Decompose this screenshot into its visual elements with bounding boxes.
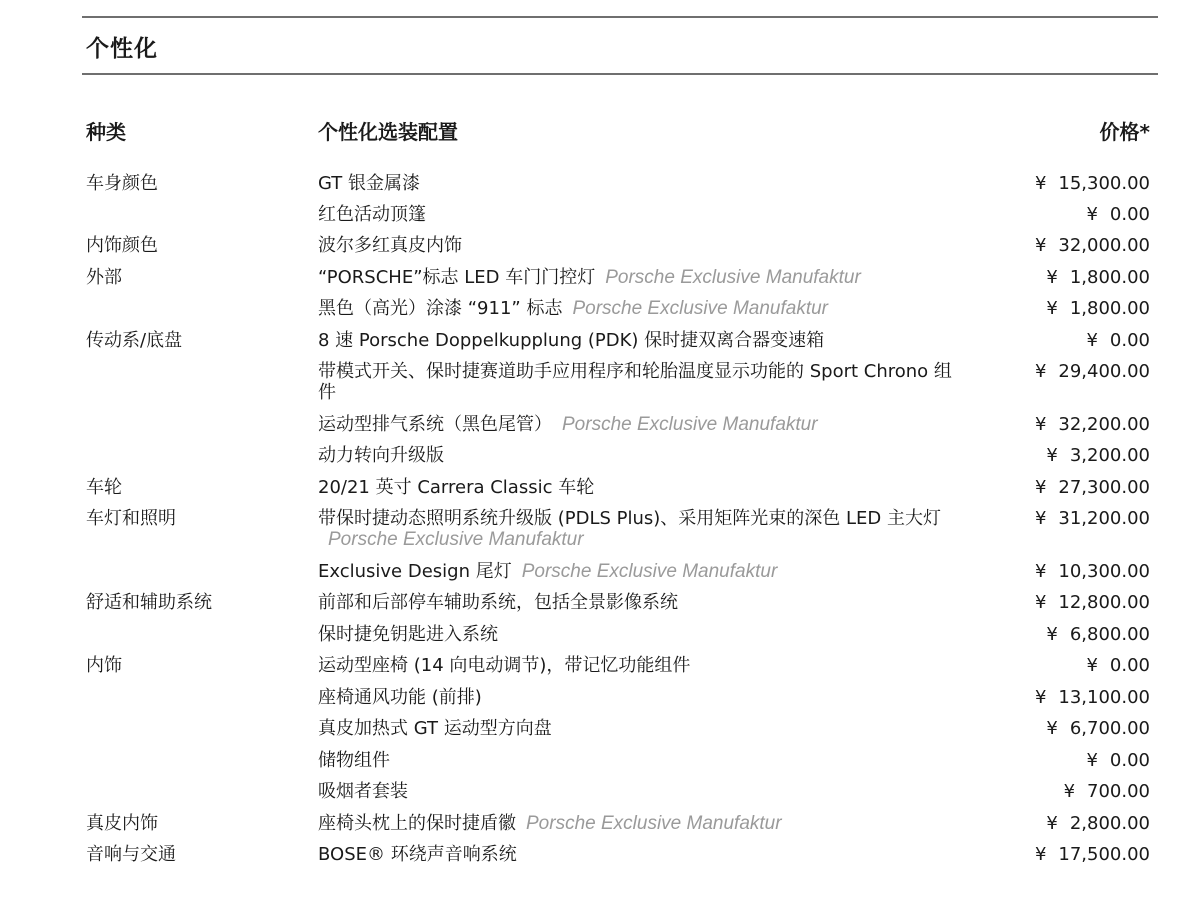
price-amount: 0.00 (1109, 655, 1150, 676)
row-option (318, 561, 958, 582)
row-option (318, 781, 958, 802)
row-price (1035, 844, 1150, 865)
price-amount: 12,800.00 (1058, 592, 1150, 613)
header-category: 种类 (86, 120, 126, 144)
price-amount: 29,400.00 (1058, 361, 1150, 382)
row-price (1035, 477, 1150, 498)
currency-symbol: ¥ (1086, 750, 1098, 771)
currency-symbol: ¥ (1034, 687, 1047, 708)
row-option-text: 波尔多红真皮内饰 (318, 235, 462, 256)
header-price: 价格* (1099, 120, 1150, 144)
price-amount: 27,300.00 (1058, 477, 1150, 498)
price-amount: 17,500.00 (1058, 844, 1150, 865)
row-option (318, 718, 958, 739)
price-amount: 0.00 (1109, 750, 1150, 771)
row-option (318, 267, 958, 288)
price-amount: 6,700.00 (1069, 718, 1150, 739)
row-option (318, 298, 958, 319)
price-amount: 32,000.00 (1058, 235, 1150, 256)
row-option (318, 477, 958, 498)
row-option (318, 750, 958, 771)
row-option-text: 黑色（高光）涂漆 “911” 标志 (318, 298, 563, 319)
price-amount: 13,100.00 (1058, 687, 1150, 708)
price-amount: 2,800.00 (1069, 813, 1150, 834)
price-amount: 6,800.00 (1069, 624, 1150, 645)
currency-symbol: ¥ (1046, 267, 1058, 288)
row-option-text: 储物组件 (318, 750, 390, 771)
currency-symbol: ¥ (1034, 235, 1047, 256)
row-option-note: Porsche Exclusive Manufaktur (605, 267, 861, 288)
row-price (1046, 624, 1150, 645)
row-category: 传动系/底盘 (86, 330, 183, 351)
row-price (1046, 445, 1150, 466)
row-category: 内饰 (86, 655, 122, 676)
row-option-text: 前部和后部停车辅助系统，包括全景影像系统 (318, 592, 678, 613)
row-price (1046, 813, 1150, 834)
row-option (318, 813, 958, 834)
price-amount: 32,200.00 (1058, 414, 1150, 435)
top-rule (82, 16, 1158, 18)
row-price (1035, 173, 1150, 194)
currency-symbol: ¥ (1034, 477, 1047, 498)
row-option (318, 173, 958, 194)
price-amount: 0.00 (1109, 330, 1150, 351)
currency-symbol: ¥ (1034, 508, 1047, 529)
currency-symbol: ¥ (1046, 445, 1058, 466)
row-price (1086, 204, 1150, 225)
row-price (1086, 750, 1150, 771)
row-option-text: 运动型座椅 (14 向电动调节)，带记忆功能组件 (318, 655, 691, 676)
row-option (318, 592, 958, 613)
row-option-text: 吸烟者套装 (318, 781, 408, 802)
row-option-note: Porsche Exclusive Manufaktur (521, 561, 778, 582)
currency-symbol: ¥ (1046, 718, 1058, 739)
currency-symbol: ¥ (1034, 173, 1047, 194)
title-rule (82, 73, 1158, 75)
row-option-text: GT 银金属漆 (318, 173, 421, 194)
row-option (318, 844, 958, 865)
row-price (1035, 592, 1150, 613)
row-option (318, 655, 958, 676)
row-option-note: Porsche Exclusive Manufaktur (328, 529, 584, 550)
row-category: 真皮内饰 (86, 813, 158, 834)
row-option-text: 20/21 英寸 Carrera Classic 车轮 (318, 477, 595, 498)
row-option-text: 座椅通风功能 (前排) (318, 687, 482, 708)
row-price (1035, 508, 1150, 529)
price-amount: 3,200.00 (1069, 445, 1150, 466)
row-price (1035, 414, 1150, 435)
row-price (1035, 687, 1150, 708)
row-price (1064, 781, 1150, 802)
row-category: 车身颜色 (86, 173, 158, 194)
row-option (318, 235, 958, 256)
currency-symbol: ¥ (1034, 361, 1047, 382)
row-category: 内饰颜色 (86, 235, 158, 256)
price-amount: 10,300.00 (1058, 561, 1150, 582)
row-option-text: 保时捷免钥匙进入系统 (318, 624, 498, 645)
row-category: 外部 (86, 267, 122, 288)
row-price (1046, 718, 1150, 739)
currency-symbol: ¥ (1034, 844, 1047, 865)
row-option (318, 445, 958, 466)
row-option (318, 204, 958, 225)
row-option-text: 运动型排气系统（黑色尾管） (318, 414, 552, 435)
currency-symbol: ¥ (1034, 414, 1047, 435)
currency-symbol: ¥ (1046, 624, 1058, 645)
price-amount: 1,800.00 (1069, 298, 1150, 319)
row-option-note: Porsche Exclusive Manufaktur (572, 298, 829, 319)
row-price (1046, 267, 1150, 288)
row-option-text: BOSE® 环绕声音响系统 (318, 844, 517, 865)
row-option-note: Porsche Exclusive Manufaktur (562, 414, 818, 435)
row-option (318, 414, 958, 435)
row-option (318, 361, 958, 403)
row-category: 音响与交通 (86, 844, 176, 865)
currency-symbol: ¥ (1086, 655, 1098, 676)
currency-symbol: ¥ (1034, 561, 1047, 582)
row-option-text: “PORSCHE”标志 LED 车门门控灯 (318, 267, 596, 288)
row-category: 舒适和辅助系统 (86, 592, 212, 613)
price-amount: 700.00 (1087, 781, 1150, 802)
price-amount: 31,200.00 (1058, 508, 1150, 529)
row-price (1035, 361, 1150, 382)
row-option-text: 动力转向升级版 (318, 445, 444, 466)
row-price (1086, 655, 1150, 676)
currency-symbol: ¥ (1063, 781, 1076, 802)
row-option (318, 624, 958, 645)
row-price (1086, 330, 1150, 351)
currency-symbol: ¥ (1086, 330, 1098, 351)
currency-symbol: ¥ (1086, 204, 1098, 225)
row-option-text: 座椅头枕上的保时捷盾徽 (318, 813, 516, 834)
currency-symbol: ¥ (1046, 813, 1058, 834)
row-option-text: 真皮加热式 GT 运动型方向盘 (318, 718, 552, 739)
row-price (1046, 298, 1150, 319)
row-option-text: 带保时捷动态照明系统升级版 (PDLS Plus)、采用矩阵光束的深色 LED 主大灯 (318, 508, 942, 529)
row-category: 车轮 (86, 477, 122, 498)
row-option-text: Exclusive Design 尾灯 (318, 561, 512, 582)
section-title: 个性化 (86, 36, 158, 62)
price-amount: 0.00 (1109, 204, 1150, 225)
header-option: 个性化选装配置 (318, 120, 458, 144)
row-category: 车灯和照明 (86, 508, 176, 529)
currency-symbol: ¥ (1046, 298, 1058, 319)
price-amount: 15,300.00 (1058, 173, 1150, 194)
row-price (1035, 561, 1150, 582)
row-option-text: 8 速 Porsche Doppelkupplung (PDK) 保时捷双离合器变速箱 (318, 330, 825, 351)
row-option-text: 带模式开关、保时捷赛道助手应用程序和轮胎温度显示功能的 Sport Chrono 组件 (318, 361, 952, 403)
row-option (318, 508, 958, 550)
currency-symbol: ¥ (1034, 592, 1047, 613)
row-option (318, 330, 958, 351)
price-amount: 1,800.00 (1069, 267, 1150, 288)
row-option (318, 687, 958, 708)
row-option-text: 红色活动顶篷 (318, 204, 426, 225)
row-price (1035, 235, 1150, 256)
row-option-note: Porsche Exclusive Manufaktur (526, 813, 782, 834)
